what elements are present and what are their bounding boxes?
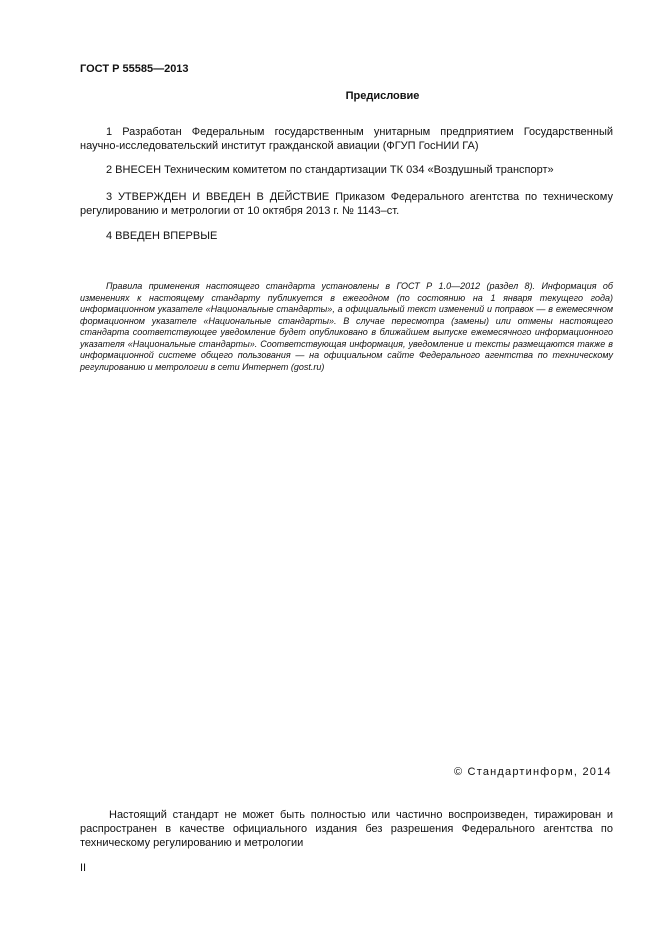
reproduction-notice: Настоящий стандарт не может быть полностью или частично воспроизведен, тиражирован и распространен в качестве официального издания без разрешения Федерального агентства по техническому регулированию и метрологии xyxy=(80,809,613,849)
application-rules-note: Правила применения настоящего стандарта установлены в ГОСТ Р 1.0—2012 (раздел 8). Информация об изменениях к настоящему стандарту публикуется в ежегодном (по состоянию на 1 января текущего года) информационном указателе «Национальные стандарты», а официальный текст изменений и поправок — в ежемесячном формационном указателе «Национальные стандарты». В случае пересмотра (замены) или отмены настоящего стандарта соответствующее уведомление будет опубликовано в ближайшем выпуске ежемесячного информационного указателя «Национальные стандарты». Соответствующая информация, уведомление и тексты размещаются также в информационной системе общего пользования — на официальном сайте Федерального агентства по техническому регулированию и метрологии в сети Интернет (gost.ru) xyxy=(80,281,613,372)
section-title: Предисловие xyxy=(345,90,420,102)
preface-item-3: 3 УТВЕРЖДЕН И ВВЕДЕН В ДЕЙСТВИЕ Приказом Федерального агентства по техническому регулированию и метрологии от 10 октября 2013 г. № 1143–ст. xyxy=(80,191,613,217)
preface-item-4: 4 ВВЕДЕН ВПЕРВЫЕ xyxy=(106,230,218,242)
preface-item-2: 2 ВНЕСЕН Техническим комитетом по стандартизации ТК 034 «Воздушный транспорт» xyxy=(106,164,554,176)
copyright-line: © Стандартинформ, 2014 xyxy=(454,766,612,778)
standard-code-header: ГОСТ Р 55585—2013 xyxy=(80,63,189,75)
preface-item-1: 1 Разработан Федеральным государственным унитарным предприятием Государственный научно-исследовательский институт гражданской авиации (ФГУП ГосНИИ ГА) xyxy=(80,126,613,152)
page-number: II xyxy=(80,862,87,874)
